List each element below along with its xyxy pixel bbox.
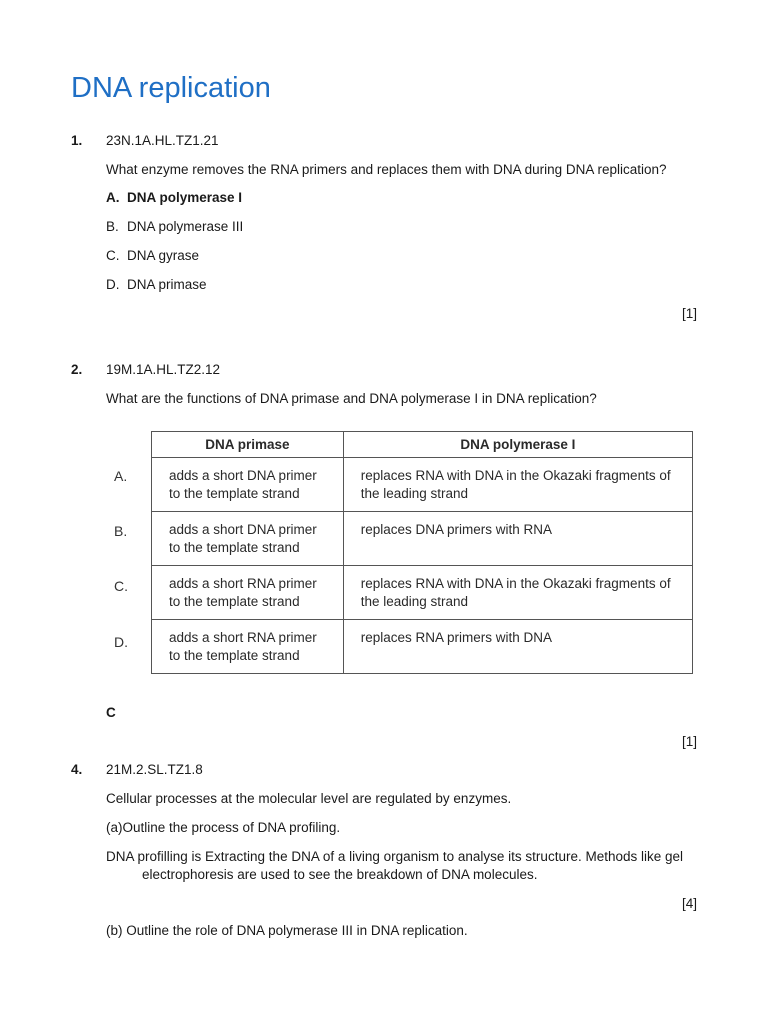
table-cell-primase: adds a short RNA primer to the template strand xyxy=(152,566,344,620)
table-row xyxy=(152,458,693,512)
answer-a-line-1: DNA profilling is Extracting the DNA of a living organism to analyse its structure. Methods like gel xyxy=(106,849,684,864)
table-cell-primase: adds a short RNA primer to the template strand xyxy=(152,620,344,674)
question-1-code: 23N.1A.HL.TZ1.21 xyxy=(106,133,219,148)
question-4-part-b: (b) Outline the role of DNA polymerase III in DNA replication. xyxy=(106,923,468,938)
option-letter: C. xyxy=(106,248,120,263)
table-row xyxy=(152,512,693,566)
table-cell-primase: adds a short DNA primer to the template strand xyxy=(152,458,344,512)
option-letter: D. xyxy=(106,277,120,292)
table-cell-polymerase: replaces RNA with DNA in the Okazaki fragments of the leading strand xyxy=(343,458,692,512)
answer-a-line-2: electrophoresis are used to see the breakdown of DNA molecules. xyxy=(142,867,538,882)
table-header-polymerase: DNA polymerase I xyxy=(343,432,692,458)
question-2-number: 2. xyxy=(71,362,83,377)
question-4-mark-a: [4] xyxy=(681,896,697,911)
question-4-number: 4. xyxy=(71,762,83,777)
table-header-primase: DNA primase xyxy=(152,432,344,458)
option-text: DNA polymerase III xyxy=(127,219,244,234)
table-header-row xyxy=(152,432,693,458)
table-cell-primase: adds a short DNA primer to the template strand xyxy=(152,512,344,566)
question-1-text: What enzyme removes the RNA primers and replaces them with DNA during DNA replication? xyxy=(106,162,667,177)
table-row-letter-b: B. xyxy=(114,523,128,539)
option-text: DNA primase xyxy=(127,277,207,292)
table-cell-polymerase: replaces DNA primers with RNA xyxy=(343,512,692,566)
option-text: DNA polymerase I xyxy=(127,190,243,205)
question-2-answer: C xyxy=(106,705,116,720)
question-2-mark: [1] xyxy=(681,734,697,749)
question-4-code: 21M.2.SL.TZ1.8 xyxy=(106,762,203,777)
table-row-letter-d: D. xyxy=(114,634,128,650)
question-2-text: What are the functions of DNA primase and DNA polymerase I in DNA replication? xyxy=(106,391,597,406)
question-1-option-b xyxy=(106,219,243,234)
question-4-answer-a xyxy=(106,848,706,884)
question-1-mark: [1] xyxy=(681,306,697,321)
table-row xyxy=(152,620,693,674)
option-letter: A. xyxy=(106,190,120,205)
table-row xyxy=(152,566,693,620)
table-cell-polymerase: replaces RNA primers with DNA xyxy=(343,620,692,674)
table-row-letter-c: C. xyxy=(114,578,128,594)
question-1-option-d xyxy=(106,277,207,292)
functions-table xyxy=(151,431,693,674)
option-text: DNA gyrase xyxy=(127,248,200,263)
question-2-code: 19M.1A.HL.TZ2.12 xyxy=(106,362,221,377)
table-row-letter-a: A. xyxy=(114,468,128,484)
question-1-number: 1. xyxy=(71,133,83,148)
table-cell-polymerase: replaces RNA with DNA in the Okazaki fragments of the leading strand xyxy=(343,566,692,620)
option-letter: B. xyxy=(106,219,119,234)
question-4-stem: Cellular processes at the molecular level are regulated by enzymes. xyxy=(106,791,512,806)
question-1-option-c xyxy=(106,248,199,263)
question-1-option-a xyxy=(106,190,242,205)
question-4-part-a: (a)Outline the process of DNA profiling. xyxy=(106,820,341,835)
page-title: DNA replication xyxy=(71,72,271,104)
